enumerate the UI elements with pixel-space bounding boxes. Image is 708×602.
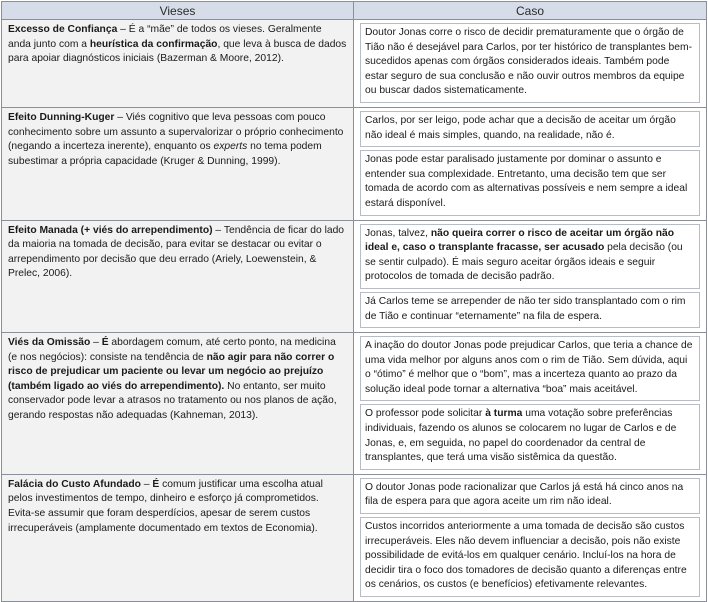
header-vieses: Vieses (2, 2, 354, 20)
vies-text: comum justificar uma escolha atual pelos investimentos de tempo, dinheiro e esforço já comprometidos. Evita-se assumir que foram desperdícios, apesar de serem custos irrecuperáveis (amplamente documentado em textos de Economia). (8, 478, 323, 534)
caso-paragraph: O doutor Jonas pode racionalizar que Carlos já está há cinco anos na fila de espera para que agora aceite um rim não ideal. (365, 481, 684, 508)
table-row (2, 107, 707, 220)
caso-paragraph: Doutor Jonas corre o risco de decidir prematuramente que o órgão de Tião não é desejável para Carlos, por ter histórico de transplantes bem-sucedidos apenas com órgãos considerados ideais. Também pode estar seguro de sua conclusão e não ouvir outros membros da equipe ou buscar dados sistematicamente. (365, 27, 693, 97)
caso-paragraph: Já Carlos teme se arrepender de não ter sido transplantado com o rim de Tião e continuar “eternamente” na fila de espera. (365, 295, 686, 322)
vies-cell (2, 220, 354, 333)
vies-title: Falácia do Custo Afundado (8, 478, 141, 490)
vies-text: – É a “mãe” de todos os vieses. Geralmente anda junto com a (8, 24, 322, 50)
vies-emphasis: não agir para não correr o risco de prejudicar um paciente ou levar um negócio ao prejuízo (também ligado ao viés do arrependimento). (8, 351, 335, 392)
caso-text: pela decisão (ou se sentir culpado). É mais seguro aceitar órgãos ideais e seguir protocolos de tomada de decisão padrão. (365, 242, 683, 283)
vies-emphasis: É (152, 478, 160, 490)
vies-title: Efeito Manada (+ viés do arrependimento) (8, 224, 213, 236)
vies-cell (2, 474, 354, 601)
vies-text: – Tendência de ficar do lado da maioria na tomada de decisão, para evitar se destacar ou evitar o arrependimento por decisão que deu errado (Ariely, Loewenstein, & Prelec, 2006). (8, 224, 345, 280)
vies-text: – Viés cognitivo que leva pessoas com pouco conhecimento sobre um assunto a supervalorizar o próprio conhecimento (negando a incerteza inerente), enquanto os (8, 111, 344, 153)
vies-title: Viés da Omissão (8, 337, 91, 349)
vies-text: – (90, 337, 102, 349)
vies-text: abordagem comum, até certo ponto, na medicina (e nos negócios): consiste na tendência de (8, 337, 336, 363)
vies-cell (2, 20, 354, 108)
bias-table (1, 1, 707, 602)
caso-cell (354, 20, 707, 108)
vies-title: Efeito Dunning-Kuger (8, 111, 115, 123)
table-row (2, 20, 707, 108)
caso-paragraph: Carlos, por ser leigo, pode achar que a decisão de aceitar um órgão não ideal é mais simples, quando, na realidade, não é. (365, 114, 676, 141)
caso-cell (354, 107, 707, 220)
table-row (2, 474, 707, 601)
caso-paragraph: A inação do doutor Jonas pode prejudicar Carlos, que teria a chance de uma vida melhor por alguns anos com o rim de Tião. Sem dúvida, aqui o “ótimo” é melhor que o “bom”, mas a incerteza quanto ao prazo da solução ideal pode tornar a alternativa “boa” mais aceitável. (365, 340, 693, 395)
vies-emphasis: É (101, 337, 109, 349)
vies-text: , que leva à busca de dados para apoiar diagnósticos iniciais (Bazerman & Moore, 2012). (8, 38, 347, 65)
vies-text: no tema podem subestimar a própria capacidade (Kruger & Dunning, 1999). (8, 141, 322, 167)
caso-cell (354, 474, 707, 601)
table-row (2, 220, 707, 333)
table-header-row (2, 2, 707, 20)
caso-text: uma votação sobre preferências individuais, fazendo os alunos se colocarem no lugar de Carlos e de Jonas, e, em seguida, no papel do coordenador da central de transplantes, que terá uma visão sistêmica da questão. (365, 408, 677, 464)
table-row (2, 333, 707, 475)
caso-emphasis: à turma (485, 408, 523, 420)
vies-cell (2, 107, 354, 220)
caso-text: O professor pode solicitar (365, 408, 486, 420)
vies-emphasis: heurística da confirmação (89, 38, 218, 50)
vies-text: – (140, 478, 153, 490)
caso-emphasis: não queira correr o risco de aceitar um órgão não ideal e, caso o transplante fracasse, ser acusado (365, 227, 675, 254)
caso-paragraph: Custos incorridos anteriormente a uma tomada de decisão são custos irrecuperáveis. Eles não devem influenciar a decisão, pois não existe possibilidade de evitá-los em qualquer cenário. Incluí-los na hora de decidir tira o foco dos tomadores de decisão quanto a diferenças entre os cenários, os custos (e benefícios) efetivamente relevantes. (365, 521, 687, 591)
vies-text: No entanto, ser muito conservador pode levar a atrasos no tratamento ou nos planos de ação, gerando respostas não adequadas (Kahneman, 2013). (8, 380, 337, 422)
vies-italic: experts (213, 141, 248, 153)
vies-cell (2, 333, 354, 475)
vies-title: Excesso de Confiança (8, 24, 118, 35)
caso-cell (354, 333, 707, 475)
caso-paragraph: Jonas pode estar paralisado justamente por dominar o assunto e entender sua complexidade. Entretanto, uma decisão tem que ser tomada de acordo com as alternativas possíveis e nem sempre a ideal estará disponível. (365, 154, 688, 209)
caso-text: Jonas, talvez, (365, 227, 431, 239)
header-caso: Caso (354, 2, 707, 20)
caso-cell (354, 220, 707, 333)
